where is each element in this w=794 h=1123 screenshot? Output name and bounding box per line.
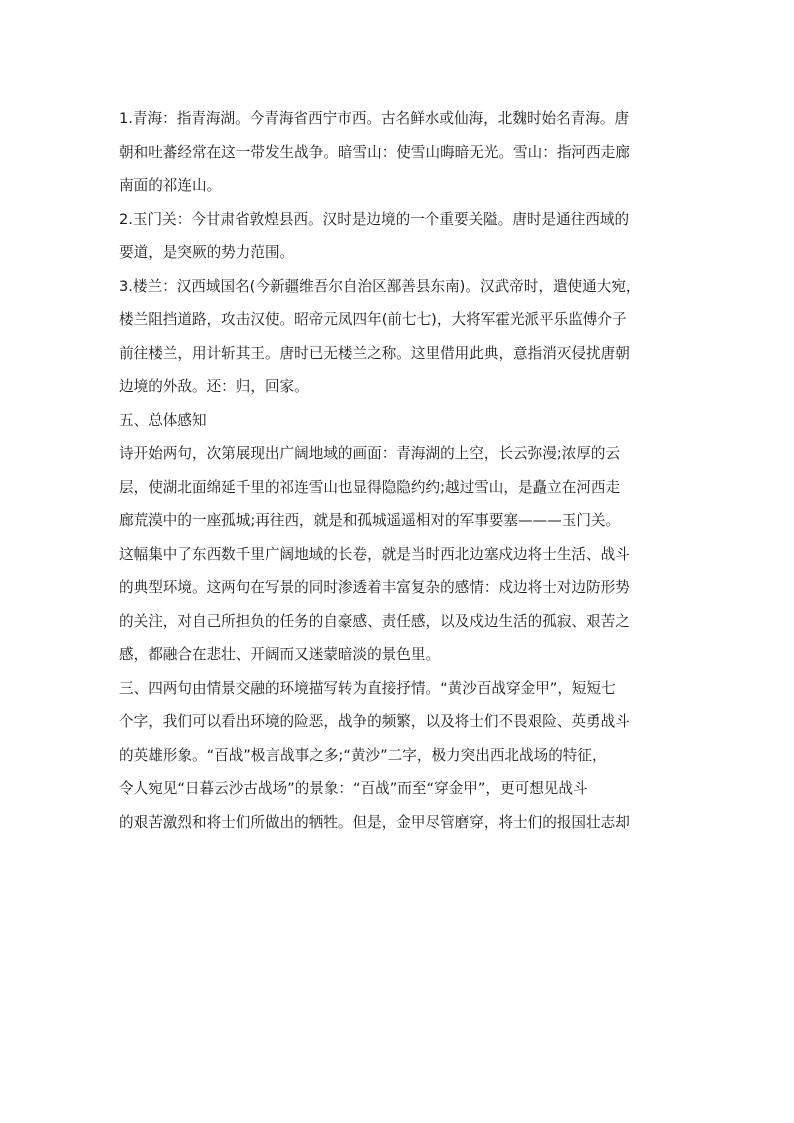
text-line: 3.楼兰：汉西域国名(今新疆维吾尔自治区鄯善县东南)。汉武帝时，遣使通大宛，	[119, 277, 641, 295]
text-line: 边境的外敌。还：归，回家。	[119, 378, 309, 395]
text-line: 的英雄形象。“百战”极言战事之多;“黄沙”二字，极力突出西北战场的特征，	[119, 746, 607, 764]
text-line: 前往楼兰，用计斩其王。唐时已无楼兰之称。这里借用此典，意指消灭侵扰唐朝	[119, 344, 630, 362]
text-line: 要道，是突厥的势力范围。	[119, 244, 295, 261]
text-line: 三、四两句由情景交融的环境描写转为直接抒情。“黄沙百战穿金甲”，短短七	[119, 679, 616, 697]
text-line: 南面的祁连山。	[119, 177, 222, 194]
text-line: 的艰苦激烈和将士们所做出的牺牲。但是，金甲尽管磨穿，将士们的报国壮志却	[119, 813, 630, 831]
text-line: 廊荒漠中的一座孤城;再往西，就是和孤城遥遥相对的军事要塞———玉门关。	[119, 512, 621, 529]
text-line: 朝和吐蕃经常在这一带发生战争。暗雪山：使雪山晦暗无光。雪山：指河西走廊	[119, 143, 630, 161]
text-line: 感，都融合在悲壮、开阔而又迷蒙暗淡的景色里。	[119, 646, 441, 663]
text-line: 这幅集中了东西数千里广阔地域的长卷，就是当时西北边塞戍边将士生活、战斗	[119, 545, 630, 563]
text-line: 1.青海：指青海湖。今青海省西宁市西。古名鲜水或仙海，北魏时始名青海。唐	[119, 110, 630, 127]
text-line: 楼兰阻挡道路，攻击汉使。昭帝元凤四年(前七七)，大将军霍光派平乐监傅介子	[119, 311, 627, 328]
text-line: 个字，我们可以看出环境的险恶，战争的频繁，以及将士们不畏艰险、英勇战斗	[119, 713, 630, 730]
text-line: 的关注，对自己所担负的任务的自豪感、责任感，以及戍边生活的孤寂、艰苦之	[119, 612, 630, 630]
text-line: 2.玉门关：今甘肃省敦煌县西。汉时是边境的一个重要关隘。唐时是通往西域的	[119, 210, 630, 228]
text-line: 令人宛见“日暮云沙古战场”的景象：“百战”而至“穿金甲”，更可想见战斗	[119, 780, 588, 797]
text-line: 的典型环境。这两句在写景的同时渗透着丰富复杂的感情：戍边将士对边防形势	[119, 579, 630, 596]
text-line: 层，使湖北面绵延千里的祁连雪山也显得隐隐约约;越过雪山，是矗立在河西走	[119, 478, 621, 496]
section-heading: 五、总体感知	[119, 411, 207, 429]
document-body	[119, 102, 679, 839]
text-line: 诗开始两句，次第展现出广阔地域的画面：青海湖的上空，长云弥漫;浓厚的云	[119, 445, 621, 462]
